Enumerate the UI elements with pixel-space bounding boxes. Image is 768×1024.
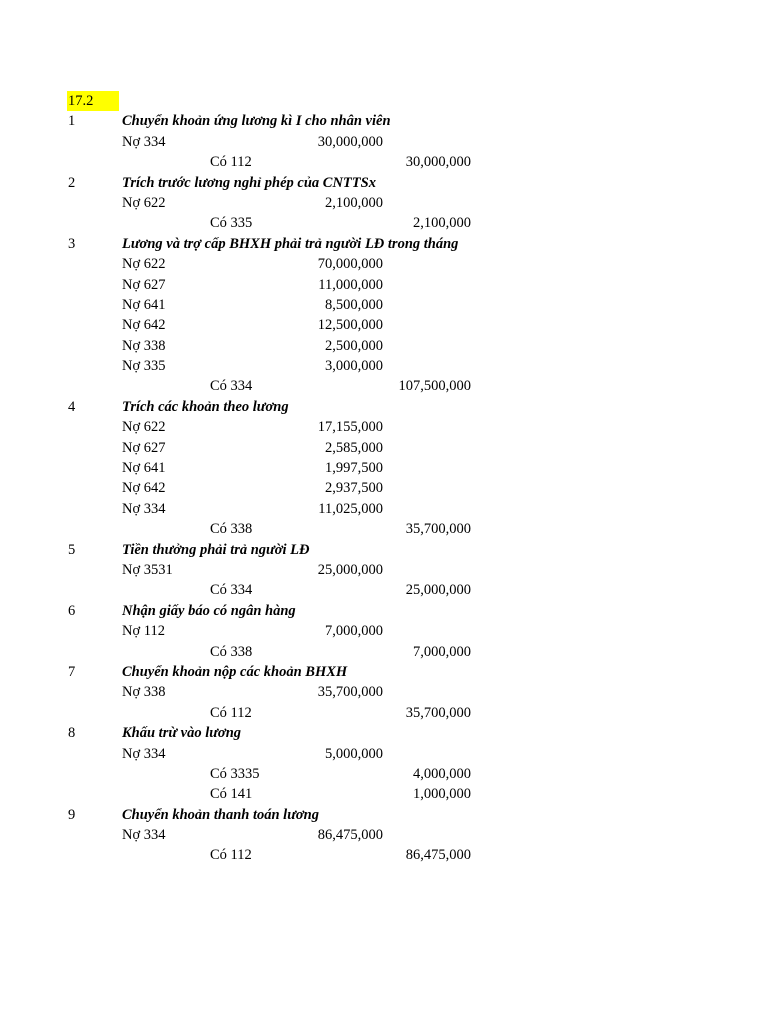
debit-account[interactable]: Nợ 622	[122, 419, 166, 436]
debit-account[interactable]: Nợ 642	[122, 480, 166, 497]
credit-row	[0, 784, 768, 804]
entry-number[interactable]: 4	[68, 398, 76, 415]
entry-header-row	[0, 234, 768, 254]
debit-row	[0, 193, 768, 213]
debit-account[interactable]: Nợ 335	[122, 358, 166, 375]
entry-header-row	[0, 805, 768, 825]
debit-row	[0, 499, 768, 519]
debit-account[interactable]: Nợ 334	[122, 745, 166, 762]
debit-row	[0, 275, 768, 295]
debit-row	[0, 744, 768, 764]
debit-amount[interactable]: 17,155,000	[317, 419, 383, 436]
entry-number[interactable]: 5	[68, 541, 76, 558]
credit-amount[interactable]: 35,700,000	[405, 704, 471, 721]
debit-amount[interactable]: 25,000,000	[317, 561, 383, 578]
entry-number[interactable]: 6	[68, 602, 76, 619]
debit-row	[0, 682, 768, 702]
debit-row	[0, 336, 768, 356]
debit-amount[interactable]: 5,000,000	[325, 745, 383, 762]
credit-row	[0, 764, 768, 784]
debit-amount[interactable]: 2,585,000	[325, 439, 383, 456]
credit-row	[0, 703, 768, 723]
entry-description[interactable]: Trích trước lương nghỉ phép của CNTTSx	[122, 174, 376, 191]
credit-amount[interactable]: 4,000,000	[413, 765, 471, 782]
debit-row	[0, 458, 768, 478]
entry-header-row	[0, 723, 768, 743]
credit-account[interactable]: Có 141	[210, 786, 253, 803]
debit-account[interactable]: Nợ 641	[122, 460, 166, 477]
credit-amount[interactable]: 86,475,000	[405, 847, 471, 864]
entry-header-row	[0, 601, 768, 621]
entry-number[interactable]: 7	[68, 663, 76, 680]
entry-description[interactable]: Chuyển khoản ứng lương kì I cho nhân viên	[122, 113, 391, 130]
entry-description[interactable]: Tiền thưởng phải trả người LĐ	[122, 541, 310, 558]
entry-number[interactable]: 9	[68, 806, 76, 823]
credit-row	[0, 376, 768, 396]
journal-entries	[0, 111, 768, 865]
debit-account[interactable]: Nợ 334	[122, 133, 166, 150]
entry-number[interactable]: 2	[68, 174, 76, 191]
debit-amount[interactable]: 11,000,000	[318, 276, 383, 293]
debit-account[interactable]: Nợ 112	[122, 623, 165, 640]
debit-amount[interactable]: 11,025,000	[318, 500, 383, 517]
debit-account[interactable]: Nợ 334	[122, 827, 166, 844]
debit-amount[interactable]: 30,000,000	[317, 133, 383, 150]
entry-header-row	[0, 540, 768, 560]
credit-account[interactable]: Có 338	[210, 643, 253, 660]
credit-account[interactable]: Có 3335	[210, 765, 260, 782]
debit-row	[0, 825, 768, 845]
debit-row	[0, 621, 768, 641]
debit-account[interactable]: Nợ 338	[122, 337, 166, 354]
credit-row	[0, 845, 768, 865]
entry-number[interactable]: 8	[68, 725, 76, 742]
debit-amount[interactable]: 35,700,000	[317, 684, 383, 701]
debit-amount[interactable]: 7,000,000	[325, 623, 383, 640]
credit-account[interactable]: Có 338	[210, 521, 253, 538]
sheet-label-row	[0, 91, 768, 111]
debit-row	[0, 295, 768, 315]
credit-amount[interactable]: 2,100,000	[413, 215, 471, 232]
debit-amount[interactable]: 12,500,000	[317, 317, 383, 334]
debit-account[interactable]: Nợ 334	[122, 500, 166, 517]
credit-account[interactable]: Có 334	[210, 582, 253, 599]
entry-header-row	[0, 397, 768, 417]
entry-description[interactable]: Nhận giấy báo có ngân hàng	[122, 602, 296, 619]
entry-description[interactable]: Khấu trừ vào lương	[122, 725, 242, 742]
debit-amount[interactable]: 2,100,000	[325, 194, 383, 211]
credit-row	[0, 580, 768, 600]
entry-description[interactable]: Chuyển khoản nộp các khoản BHXH	[122, 663, 348, 680]
entry-header-row	[0, 173, 768, 193]
debit-account[interactable]: Nợ 622	[122, 256, 166, 273]
credit-account[interactable]: Có 335	[210, 215, 253, 232]
entry-number[interactable]: 1	[68, 113, 76, 130]
credit-amount[interactable]: 25,000,000	[405, 582, 471, 599]
credit-row	[0, 519, 768, 539]
credit-account[interactable]: Có 112	[210, 847, 252, 864]
credit-account[interactable]: Có 112	[210, 154, 252, 171]
entry-header-row	[0, 662, 768, 682]
debit-amount[interactable]: 2,500,000	[325, 337, 383, 354]
debit-amount[interactable]: 86,475,000	[317, 827, 383, 844]
spreadsheet-sheet	[0, 91, 768, 866]
debit-account[interactable]: Nợ 338	[122, 684, 166, 701]
debit-row	[0, 132, 768, 152]
credit-amount[interactable]: 35,700,000	[405, 521, 471, 538]
credit-account[interactable]: Có 112	[210, 704, 252, 721]
debit-account[interactable]: Nợ 627	[122, 439, 166, 456]
credit-amount[interactable]: 107,500,000	[398, 378, 471, 395]
debit-account[interactable]: Nợ 627	[122, 276, 166, 293]
debit-account[interactable]: Nợ 3531	[122, 561, 173, 578]
entry-number[interactable]: 3	[68, 235, 76, 252]
credit-amount[interactable]: 1,000,000	[413, 786, 471, 803]
credit-row	[0, 152, 768, 172]
credit-row	[0, 642, 768, 662]
credit-amount[interactable]: 30,000,000	[405, 154, 471, 171]
entry-header-row	[0, 111, 768, 131]
debit-row	[0, 417, 768, 437]
debit-amount[interactable]: 8,500,000	[325, 296, 383, 313]
debit-row	[0, 478, 768, 498]
debit-row	[0, 560, 768, 580]
debit-row	[0, 315, 768, 335]
credit-account[interactable]: Có 334	[210, 378, 253, 395]
debit-row	[0, 438, 768, 458]
debit-row	[0, 254, 768, 274]
debit-row	[0, 356, 768, 376]
sheet-label-cell[interactable]: 17.2	[67, 91, 119, 111]
debit-amount[interactable]: 3,000,000	[325, 358, 383, 375]
entry-description[interactable]: Lương và trợ cấp BHXH phải trả người LĐ trong tháng	[122, 235, 459, 252]
debit-amount[interactable]: 1,997,500	[325, 460, 383, 477]
debit-amount[interactable]: 2,937,500	[325, 480, 383, 497]
debit-account[interactable]: Nợ 622	[122, 194, 166, 211]
entry-description[interactable]: Chuyển khoản thanh toán lương	[122, 806, 319, 823]
credit-amount[interactable]: 7,000,000	[413, 643, 471, 660]
debit-amount[interactable]: 70,000,000	[317, 256, 383, 273]
credit-row	[0, 213, 768, 233]
entry-description[interactable]: Trích các khoản theo lương	[122, 398, 289, 415]
debit-account[interactable]: Nợ 642	[122, 317, 166, 334]
debit-account[interactable]: Nợ 641	[122, 296, 166, 313]
